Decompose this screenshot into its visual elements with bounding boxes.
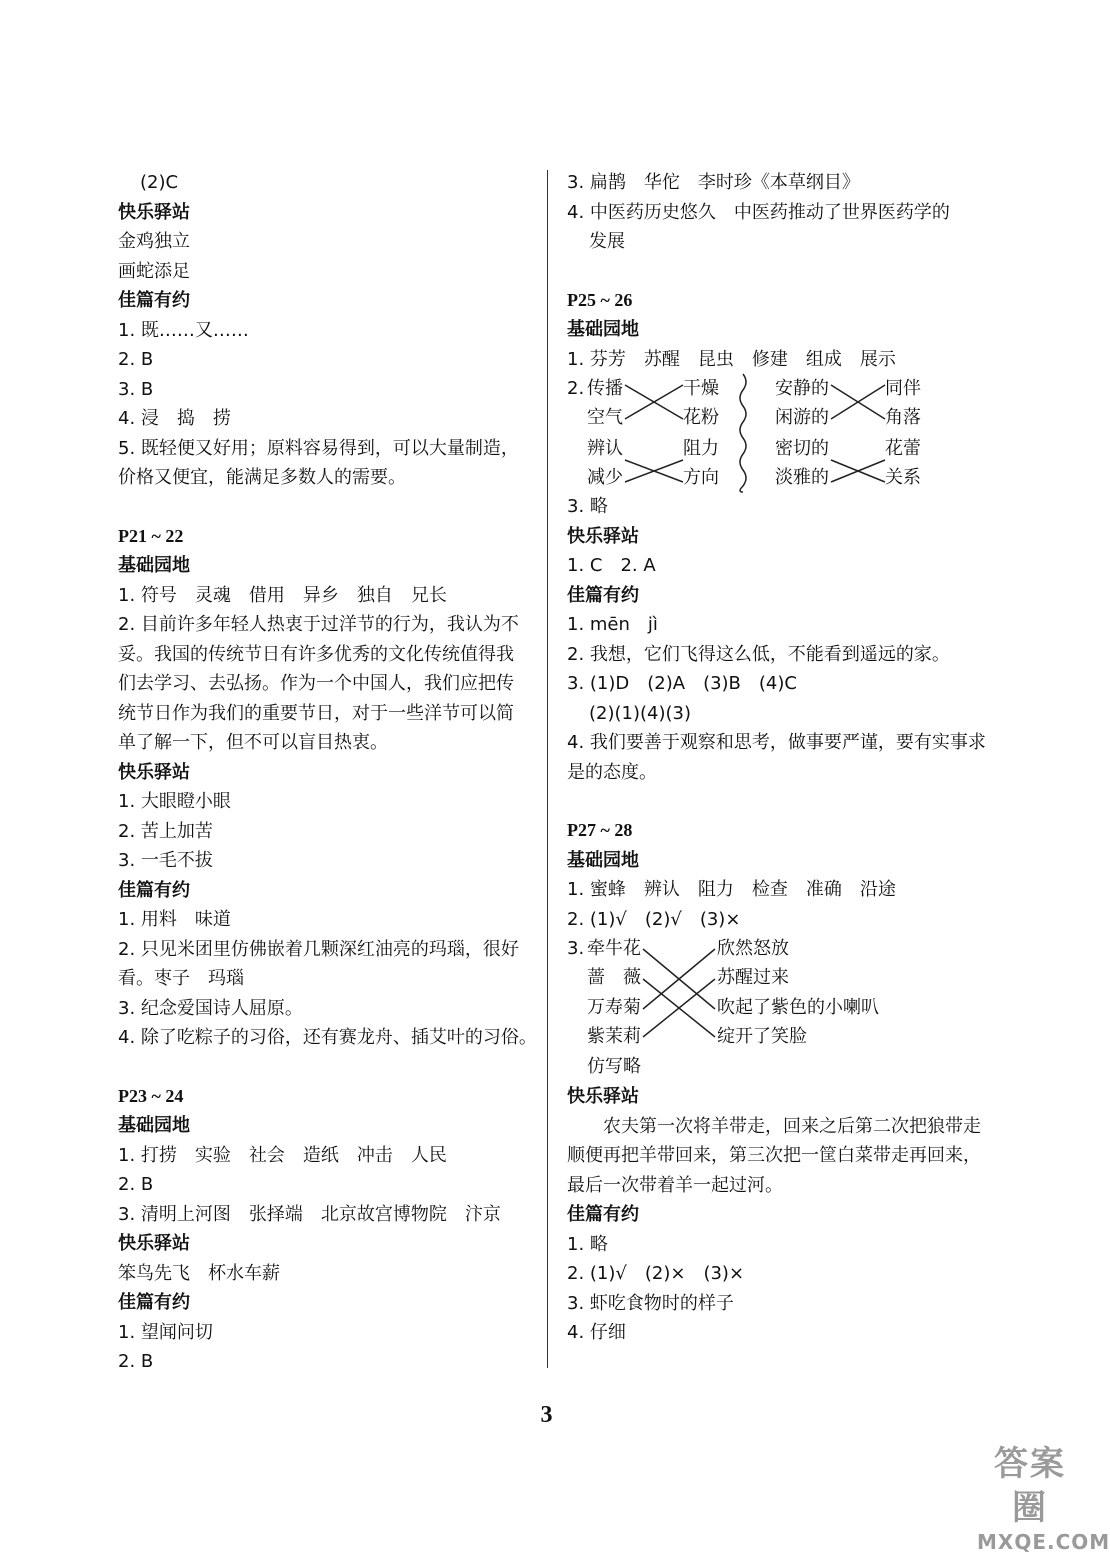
answer-line: 1. mēn jì — [567, 614, 658, 635]
match-word: 花蕾 — [885, 438, 921, 459]
answer-line: (2)(1)(4)(3) — [589, 702, 691, 724]
match-word: 减少 — [587, 467, 623, 488]
answer-line: 3. (1)D (2)A (3)B (4)C — [567, 673, 797, 694]
answer-line: 1. 略 — [567, 1233, 608, 1255]
answer-line: 3. 纪念爱国诗人屈原。 — [118, 997, 303, 1019]
page-range-header: P27 ~ 28 — [567, 820, 633, 840]
flower-matching-grid — [567, 934, 987, 1082]
section-title: 佳篇有约 — [567, 584, 639, 606]
answer-line: 2. B — [118, 349, 154, 370]
match-word: 干燥 — [683, 378, 719, 399]
answer-line: 发展 — [589, 231, 625, 252]
match-prefix: 3. — [567, 938, 585, 959]
section-title: 快乐驿站 — [118, 761, 190, 783]
answer-line: 2. B — [118, 1351, 154, 1372]
answer-line: (2)C — [140, 172, 179, 193]
answer-line: 金鸡独立 — [118, 231, 190, 252]
flower-phrase: 苏醒过来 — [717, 967, 789, 988]
match-word: 阻力 — [683, 438, 719, 459]
match-word: 淡雅的 — [775, 467, 829, 488]
answer-line: 3. 扁鹊 华佗 李时珍《本草纲目》 — [567, 172, 860, 193]
match-prefix: 2. — [567, 378, 585, 399]
match-word: 同伴 — [885, 378, 921, 399]
column-divider — [547, 170, 548, 1368]
answer-line: 1. 既……又…… — [118, 319, 249, 341]
answer-paragraph: 2. 只见米团里仿佛嵌着几颗深红油亮的玛瑙，很好看。枣子 玛瑙 — [118, 938, 519, 989]
answer-line: 2. (1)√ (2)√ (3)× — [567, 908, 741, 930]
left-column — [118, 168, 537, 1377]
match-word: 安静的 — [775, 378, 829, 399]
section-title: 基础园地 — [567, 849, 639, 871]
answer-line: 1. 望闻问切 — [118, 1321, 213, 1343]
section-title: 快乐驿站 — [118, 1233, 190, 1254]
flower-name: 牵牛花 — [587, 938, 641, 959]
section-title: 基础园地 — [567, 319, 639, 340]
match-word: 传播 — [587, 378, 623, 399]
flower-phrase: 吹起了紫色的小喇叭 — [717, 997, 879, 1018]
right-column — [567, 168, 987, 1348]
answer-paragraph: 农夫第一次将羊带走，回来之后第二次把狼带走顺便再把羊带回来，第三次把一筐白菜带走再回来，最后一次带着羊一起过河。 — [567, 1115, 981, 1196]
flower-phrase: 欣然怒放 — [717, 938, 789, 959]
answer-line: 1. 芬芳 苏醒 昆虫 修建 组成 展示 — [567, 348, 896, 370]
match-word: 密切的 — [775, 438, 829, 459]
answer-line: 3. 一毛不拔 — [118, 850, 213, 871]
answer-line: 1. 打捞 实验 社会 造纸 冲击 人民 — [118, 1144, 447, 1166]
section-title: 佳篇有约 — [118, 1292, 190, 1313]
page-range-header: P23 ~ 24 — [118, 1085, 184, 1106]
answer-line: 2. B — [118, 1174, 154, 1195]
section-title: 佳篇有约 — [118, 879, 190, 901]
section-title: 基础园地 — [118, 1115, 190, 1136]
answer-line: 3. 清明上河图 张择端 北京故宫博物院 汴京 — [118, 1203, 501, 1225]
section-title: 佳篇有约 — [118, 290, 190, 311]
answer-line: 4. 仔细 — [567, 1322, 626, 1343]
page-number: 3 — [540, 1402, 553, 1428]
answer-paragraph: 5. 既轻便又好用；原料容易得到，可以大量制造，价格又便宜，能满足多数人的需要。 — [118, 437, 519, 488]
answer-line: 1. 蜜蜂 辨认 阻力 检查 准确 沿途 — [567, 879, 896, 900]
answer-line: 1. C 2. A — [567, 555, 656, 576]
watermark-text: 答案圈 — [994, 1444, 1066, 1528]
match-word: 闲游的 — [775, 407, 829, 428]
page-range-header: P25 ~ 26 — [567, 289, 633, 310]
answer-line: 1. 大眼瞪小眼 — [118, 791, 231, 812]
watermark-logo — [977, 1442, 1110, 1554]
match-word: 辨认 — [587, 438, 623, 459]
flower-phrase: 绽开了笑脸 — [717, 1026, 807, 1047]
section-title: 佳篇有约 — [567, 1204, 639, 1225]
answer-paragraph: 4. 我们要善于观察和思考，做事要严谨，要有实事求是的态度。 — [567, 732, 986, 783]
answer-paragraph: 2. 目前许多年轻人热衷于过洋节的行为，我认为不妥。我国的传统节日有许多优秀的文化传统值得我们去学习、去弘扬。作为一个中国人，我们应把传统节日作为我们的重要节日，对于一些洋节可以简单了解一下，但不可以盲目热衷。 — [118, 614, 519, 753]
answer-line: 2. (1)√ (2)× (3)× — [567, 1263, 745, 1284]
flower-name: 蔷 薇 — [587, 967, 641, 988]
match-word: 角落 — [885, 407, 921, 428]
answer-line: 3. 虾吃食物时的样子 — [567, 1292, 734, 1314]
answer-line: 1. 用料 味道 — [118, 909, 231, 930]
match-word: 花粉 — [683, 407, 719, 428]
flower-name: 紫茉莉 — [587, 1026, 641, 1047]
section-title: 快乐驿站 — [567, 1086, 639, 1107]
section-title: 快乐驿站 — [118, 201, 190, 223]
answer-line: 仿写略 — [587, 1056, 641, 1077]
answer-line: 笨鸟先飞 杯水车薪 — [118, 1262, 280, 1284]
answer-line: 4. 浸 捣 捞 — [118, 408, 231, 429]
page-range-header: P21 ~ 22 — [118, 525, 184, 546]
watermark-url: MXQE.COM — [977, 1530, 1110, 1554]
answer-line: 4. 中医药历史悠久 中医药推动了世界医药学的 — [567, 201, 950, 223]
match-word: 方向 — [683, 467, 719, 488]
match-word: 空气 — [587, 407, 623, 428]
word-matching-grid — [567, 374, 987, 492]
answer-line: 3. B — [118, 378, 154, 400]
match-word: 关系 — [885, 467, 921, 488]
section-title: 基础园地 — [118, 555, 190, 576]
answer-line: 2. 苦上加苦 — [118, 820, 213, 842]
answer-line: 画蛇添足 — [118, 260, 190, 282]
flower-name: 万寿菊 — [587, 997, 641, 1018]
answer-line: 2. 我想，它们飞得这么低，不能看到遥远的家。 — [567, 643, 950, 665]
answer-line: 1. 符号 灵魂 借用 异乡 独自 兄长 — [118, 584, 447, 606]
answer-line: 4. 除了吃粽子的习俗，还有赛龙舟、插艾叶的习俗。 — [118, 1027, 537, 1048]
section-title: 快乐驿站 — [567, 525, 639, 547]
answer-line: 3. 略 — [567, 496, 608, 517]
